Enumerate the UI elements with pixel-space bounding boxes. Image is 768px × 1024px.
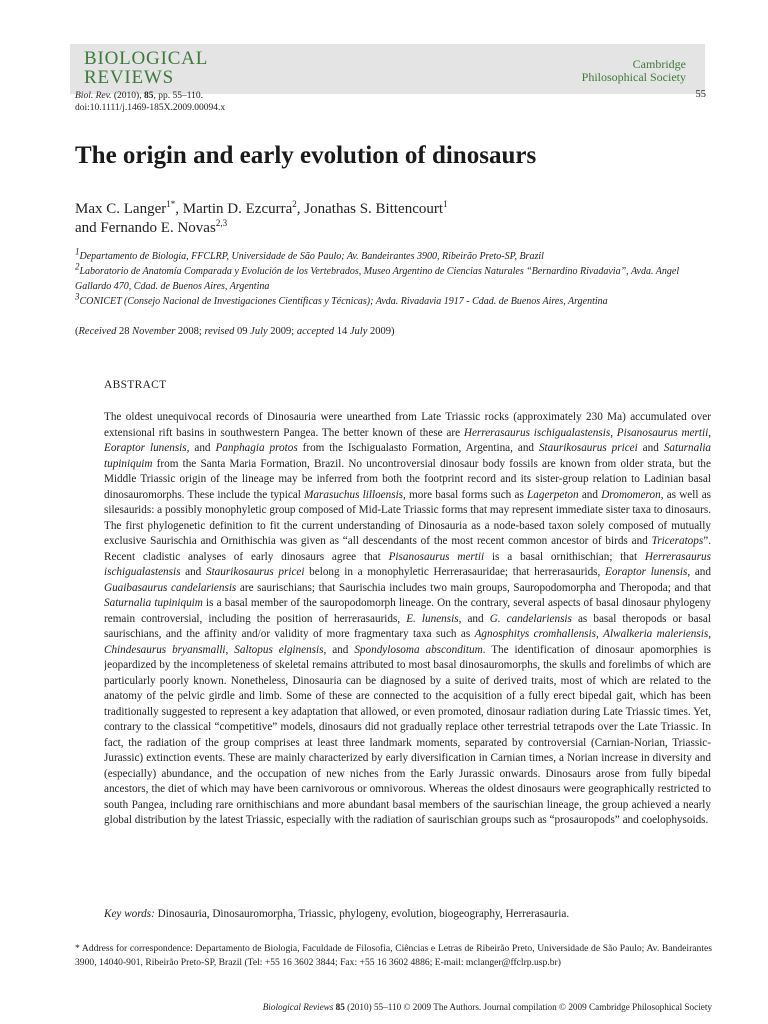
abstract-text: belong in a monophyletic Herrerasauridae; that herrerasaurids,	[304, 566, 605, 578]
taxon-name: Triceratops	[651, 535, 704, 547]
affiliation-number: 1	[75, 246, 80, 257]
author-name: , Martin D. Ezcurra	[175, 201, 293, 217]
citation-pages: , pp. 55–110.	[153, 91, 203, 101]
citation-journal: Biol. Rev.	[75, 91, 112, 101]
accepted-day: 14	[336, 326, 348, 337]
accepted-year: 2009	[370, 326, 392, 337]
revised-day: 09	[237, 326, 248, 337]
abstract-text: ,	[225, 643, 235, 656]
society-logo	[582, 58, 686, 84]
author-affiliation-mark: 1	[443, 199, 448, 209]
taxon-name: Staurikosaurus pricei	[538, 442, 638, 454]
abstract-text: , and	[186, 442, 216, 454]
taxon-name: Dromomeron	[601, 488, 661, 501]
author-affiliation-mark: 1*	[166, 199, 176, 209]
abstract-text: ,	[708, 426, 711, 439]
author-list	[75, 200, 448, 238]
accepted-month: July	[349, 326, 368, 337]
received-year: 2008;	[177, 326, 202, 337]
received-label: Received	[78, 326, 117, 337]
society-line2: Philosophical Society	[581, 70, 686, 84]
taxon-name: E. lunensis	[406, 612, 459, 625]
abstract-text: . The identification of dinosaur apomorphies is jeopardized by the incompleteness of skeletal remains attributed to most basal dinosauromorphs, the skulls and forelimbs of which are particularly poorly known. Nonetheless, Dinosauria can be diagnosed by a suite of derived traits, most of which are related to the anatomy of the pelvic girdle and limb. Some of these are connected to the acquisition of a fully erect bipedal gait, which has been traditionally suggested to represent a key adaptation that allowed, or even promoted, dinosaur radiation during Late Triassic times. Yet, contrary to the classical “competitive” models, dinosaurs did not gradually replace other terrestrial tetrapods over the Late Triassic. In fact, the radiation of the group comprises at least three landmark moments, separated by controversial (Carnian-Norian, Triassic-Jurassic) extinction events. These are mainly characterized by early diversification in Carnian times, a Norian increase in diversity and (especially) abundance, and the occupation of new niches from the Early Jurassic onwards. Dinosaurs arose from fully bipedal ancestors, the diet of which may have been carnivorous or omnivorous. Whereas the oldest dinosaurs were geographically restricted to south Pangea, including rare ornithischians and more abundant basal members of the saurischian lineage, the group achieved a nearly global distribution by the latest Triassic, especially with the radiation of saurischian groups such as “prosauropods” and coelophysoids.	[104, 643, 711, 826]
citation-volume: 85	[143, 91, 154, 101]
affiliation-number: 2	[75, 261, 80, 272]
taxon-name: Saturnalia tupiniquim	[104, 597, 203, 609]
received-day: 28	[119, 326, 130, 337]
taxon-name: Pisanosaurus mertii	[388, 550, 485, 563]
taxon-name: Panphagia protos	[215, 442, 298, 454]
affiliation-2	[75, 261, 715, 294]
abstract-text: are saurischians; that Saurischia includes two main groups, Sauropodomorpha and Theropoda; and that	[236, 581, 711, 594]
author-line-2	[75, 219, 448, 238]
keywords-label: Key words:	[104, 908, 155, 920]
abstract-text: ,	[596, 628, 604, 640]
taxon-name: Herrerasaurus ischigualastensis	[463, 426, 611, 439]
taxon-name: Eoraptor lunensis	[605, 566, 688, 578]
author-affiliation-mark: 2	[292, 199, 297, 209]
received-month: November	[132, 326, 176, 337]
abstract-text: from the Ischigualasto Formation, Argentina, and	[297, 442, 539, 454]
taxon-name: Staurikosaurus pricei	[205, 566, 305, 578]
abstract-text: and	[180, 566, 206, 578]
page-footer	[75, 1002, 712, 1012]
footer-copyright: (2010) 55–110 © 2009 The Authors. Journal compilation © 2009 Cambridge Philosophical Society	[347, 1002, 712, 1012]
taxon-name: Spondylosoma absconditum	[354, 643, 483, 656]
abstract-text: , more basal forms such as	[403, 488, 528, 501]
citation-year: (2010),	[113, 91, 142, 101]
taxon-name: Alwalkeria maleriensis	[603, 628, 709, 640]
author-name: and Fernando E. Novas	[75, 220, 216, 236]
journal-logo	[84, 49, 208, 87]
affiliation-number: 3	[75, 291, 80, 302]
abstract-text: as basal theropods or basal saurischians, and the affinity and/or validity of more fragmentary taxa such as	[104, 612, 711, 640]
abstract-text: The oldest unequivocal records of Dinosauria were unearthed from Late Triassic rocks (approximately 230 Ma) accumulated over extensional rift basins in southwestern Pangea. The better known of these are	[104, 411, 711, 439]
affiliations	[75, 246, 715, 309]
taxon-name: Herrerasaurus ischigualastensis	[104, 550, 711, 578]
author-affiliation-mark: 2,3	[215, 218, 228, 228]
society-line1: Cambridge	[632, 57, 686, 71]
abstract-text: and	[637, 442, 664, 454]
abstract-text: , and	[458, 612, 490, 625]
paper-title: The origin and early evolution of dinosaurs	[75, 142, 537, 169]
taxon-name: Pisanosaurus mertii	[616, 426, 709, 439]
taxon-name: Saltopus elginensis	[234, 643, 324, 656]
abstract-text: , as well as silesaurids: a possibly monophyletic group composed of Mid-Late Triassic forms that may represent immediate sister taxa to dinosaurs. The first phylogenetic definition to fit the current understanding of Dinosauria as a node-based taxon solely composed of mutually exclusive Saurischia and Ornithischia was given as “all descendants of the most recent common ancestor of birds and	[104, 488, 711, 547]
abstract-text: from the Santa Maria Formation, Brazil. No uncontroversial dinosaur body fossils are known from older strata, but the Middle Triassic origin of the lineage may be inferred from both the footprint record and its sister-group relation to Ladinian basal dinosauromorphs. These include the typical	[104, 457, 711, 501]
affiliation-text: Laboratorio de Anatomía Comparada y Evolución de los Vertebrados, Museo Argentino de Ciencias Naturales “Bernardino Rivadavia”, Avda. Angel Gallardo 470, Cdad. de Buenos Aires, Argentina	[75, 266, 680, 292]
page-number: 55	[695, 89, 706, 100]
journal-name-line1: BIOLOGICAL	[84, 48, 209, 69]
author-name: , Jonathas S. Bittencourt	[296, 201, 444, 217]
abstract-text: is a basal member of the sauropodomorph lineage. On the contrary, several aspects of basal dinosaur phylogeny remain controversial, including the position of herrerasaurids,	[104, 597, 711, 625]
submission-dates: (Received 28 November 2008; revised 09 July 2009; accepted 14 July 2009)	[75, 326, 395, 337]
abstract-body	[104, 410, 711, 890]
abstract-text: ,	[610, 426, 617, 439]
affiliation-1	[75, 246, 715, 264]
citation-line	[75, 90, 225, 102]
keywords-list: Dinosauria, Dinosauromorpha, Triassic, phylogeny, evolution, biogeography, Herrerasauria.	[157, 908, 570, 920]
abstract-text: is a basal ornithischian; that	[484, 550, 645, 563]
abstract-text: , and	[687, 566, 711, 578]
taxon-name: Guaibasaurus candelariensis	[104, 581, 237, 594]
affiliation-text: CONICET (Consejo Nacional de Investigaciones Científicas y Técnicas); Avda. Rivadavia 1917 - Cdad. de Buenos Aires, Argentina	[79, 296, 608, 307]
author-line-1	[75, 200, 448, 219]
abstract-text: , and	[323, 643, 355, 656]
taxon-name: Marasuchus lilloensis	[304, 488, 404, 501]
taxon-name: Saturnalia tupiniquim	[104, 442, 711, 470]
taxon-name: G. candelariensis	[489, 612, 572, 625]
journal-name-line2: REVIEWS	[84, 67, 175, 88]
doi: doi:10.1111/j.1469-185X.2009.00094.x	[75, 103, 226, 113]
author-name: Max C. Langer	[75, 201, 167, 217]
taxon-name: Lagerpeton	[527, 488, 579, 501]
citation-block	[75, 90, 225, 114]
footer-volume: 85	[335, 1002, 345, 1012]
taxon-name: Chindesaurus bryansmalli	[104, 643, 226, 656]
abstract-text: ,	[708, 628, 711, 640]
abstract-heading: ABSTRACT	[104, 379, 167, 391]
abstract-text: and	[578, 488, 602, 501]
affiliation-text: Departamento de Biologia, FFCLRP, Universidade de São Paulo; Av. Bandeirantes 3900, Ribeirão Preto-SP, Brazil	[79, 251, 544, 262]
taxon-name: Agnosphitys cromhallensis	[474, 628, 596, 640]
accepted-label: accepted	[296, 326, 335, 337]
revised-year: 2009;	[270, 326, 295, 337]
abstract-text: ”. Recent cladistic analyses of early dinosaurs agree that	[104, 535, 711, 563]
footer-journal: Biological Reviews	[262, 1002, 334, 1012]
taxon-name: Eoraptor lunensis	[104, 442, 187, 454]
revised-label: revised	[204, 326, 235, 337]
affiliation-3	[75, 291, 715, 309]
revised-month: July	[250, 326, 268, 337]
correspondence-footnote: * Address for correspondence: Departamento de Biologia, Faculdade de Filosofia, Ciências e Letras de Ribeirão Preto, Universidade de São Paulo; Av. Bandeirantes 3900, 14040-901, Ribeirão Preto-SP, Brazil (Tel: +55 16 3602 3844; Fax: +55 16 3602 4886; E-mail: mclanger@ffclrp.usp.br)	[75, 943, 712, 968]
keywords	[104, 908, 711, 920]
